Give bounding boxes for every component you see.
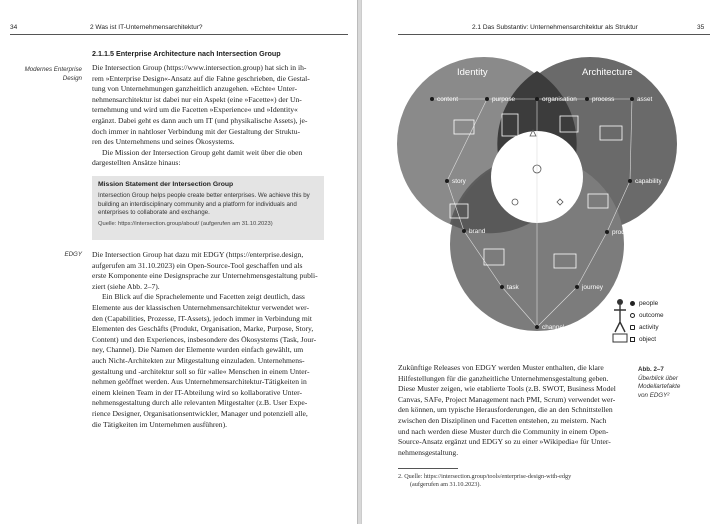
element-brand: brand [469,228,486,235]
margin-note-modern-design: Modernes Enterprise Design [24,66,82,82]
element-channel: channel [542,324,565,331]
paragraph-edgy: Die Intersection Group hat dazu mit EDGY (https://enterprise.design, aufgerufen am 31.10.2023) ein Open-Source-Tool geschaffen und als erste Komponente eine Designsprache zur Unternehmensgestaltung publi- ziert (siehe Abb. 2–7). Ein Blick auf die Sprachelemente und Facetten zeigt deutlich, dass Elemente aus der klassischen Unternehmensarchitektur verwendet wer- den (Capabilities, Prozesse, IT-Assets), jedoch immer in Verbindung mit Elementen des Geschäfts (Produkt, Organisation, Marke, Purpose, Story, Content) und den Experiences, insbesondere des Ökosystems (Task, Jour- ney, Channel). Die Namen der Elemente wurden einfach gewählt, um auch Nicht-Architekten zur Mitgestaltung einzuladen. Unternehmens- gestaltung und -architektur soll so für »alle« Menschen in einem Unter- nehmen geöffnet werden. Aus Unternehmensarchitektur-Tätigkeiten in einem kleinen Team in der IT-Abteilung wird so kollaborative Unter- nehmensgestaltung durch alle relevanten Mitgestalter (z.B. User Expe- rience Designer, Organisationsentwickler, Manager und potenziell alle, die Tätigkeiten im Unternehmen ausführen). [92,250,318,429]
right-page [361,0,720,524]
footnote-2: 2. Quelle: https://intersection.group/tools/enterprise-design-with-edgy (aufgerufen am 31.10.2023). [398,473,572,489]
running-header-left: 2 Was ist IT-Unternehmensarchitektur? [90,24,203,31]
facet-identity-label: Identity [457,67,488,78]
section-heading: 2.1.1.5 Enterprise Architecture nach Intersection Group [92,49,281,58]
element-story: story [452,178,466,185]
header-rule-left [10,34,348,35]
mission-statement-box [92,176,324,240]
running-header-right: 2.1 Das Substantiv: Unternehmensarchitektur als Struktur [472,24,638,31]
legend-figure-icon [612,296,628,344]
margin-note-edgy: EDGY [64,251,82,258]
legend-people: people [630,297,664,309]
activity-icon [630,325,635,330]
outcome-icon [630,313,635,318]
header-rule-right [398,34,710,35]
mission-box-text: Intersection Group helps people create better enterprises. We achieve this by building an interdisciplinary community and a platform for individuals and enterprises to collaborate and exchange. [98,192,310,216]
mission-box-title: Mission Statement der Intersection Group [98,181,234,188]
object-icon [630,337,635,342]
element-asset: asset [637,96,653,103]
legend-outcome: outcome [630,309,664,321]
left-page [0,0,358,524]
element-content: content [437,96,458,103]
element-organisation: organisation [542,96,577,103]
paragraph-future-releases: Zukünftige Releases von EDGY werden Muster enthalten, die klare Hilfestellungen für die ganzheitliche Unternehmensgestaltung geben. Diese Muster zeigen, wie etablierte Tools (z.B. SWOT, Business Model Canvas, SAFe, Project Management nach PMI, Scrum) verwendet wer- den können, um typische Herausforderungen, die an den Schnittstellen zwischen den Disziplinen und Facetten entstehen, zu meistern. Nach und nach werden diese Muster durch die Community in einem Open- Source-Ansatz ergänzt und EDGY so zu einer »Wikipedia« für Unter- nehmensgestaltung. [398,363,616,457]
footnote-rule [398,468,458,469]
people-icon [630,301,635,306]
page-number-right: 35 [697,24,705,31]
element-task: task [507,284,519,291]
mission-box-source: Quelle: https://intersection.group/about/ (aufgerufen am 31.10.2023) [98,220,273,227]
element-product: product [612,229,634,236]
element-capability: capability [635,178,662,185]
page-number-left: 34 [10,24,18,31]
figure-legend [630,297,664,345]
element-purpose: purpose [492,96,516,103]
facet-experience-label: Experience [517,334,565,345]
figure-caption: Abb. 2–7 Überblick über Modellartefakte von EDGY² [638,366,681,399]
paragraph-intro: Die Intersection Group (https://www.intersection.group) hat sich in ih- rem »Enterprise Design«-Ansatz auf die Fahne geschrieben, die Gestal- tung von Unternehmungen ganzheitlich anzugehen. »Echte« Unter- nehmensarchitektur ist dabei nur ein Aspekt (eine »Facette«) der Un- ternehmung und wird um die Facetten »Experience« und »Identity« ergänzt. Dabei geht es dann auch um IT (und physikalische Assets), je- doch immer in nahtloser Verbindung mit der Gestaltung der Struktu- ren des Unternehmens und seines Ökosystems. Die Mission der Intersection Group geht damit weit über die oben dargestellten Ansätze hinaus: [92,63,310,168]
legend-activity: activity [630,321,664,333]
facet-architecture-label: Architecture [582,67,633,78]
legend-object: object [630,333,664,345]
element-journey: journey [582,284,603,291]
element-process: process [592,96,615,103]
